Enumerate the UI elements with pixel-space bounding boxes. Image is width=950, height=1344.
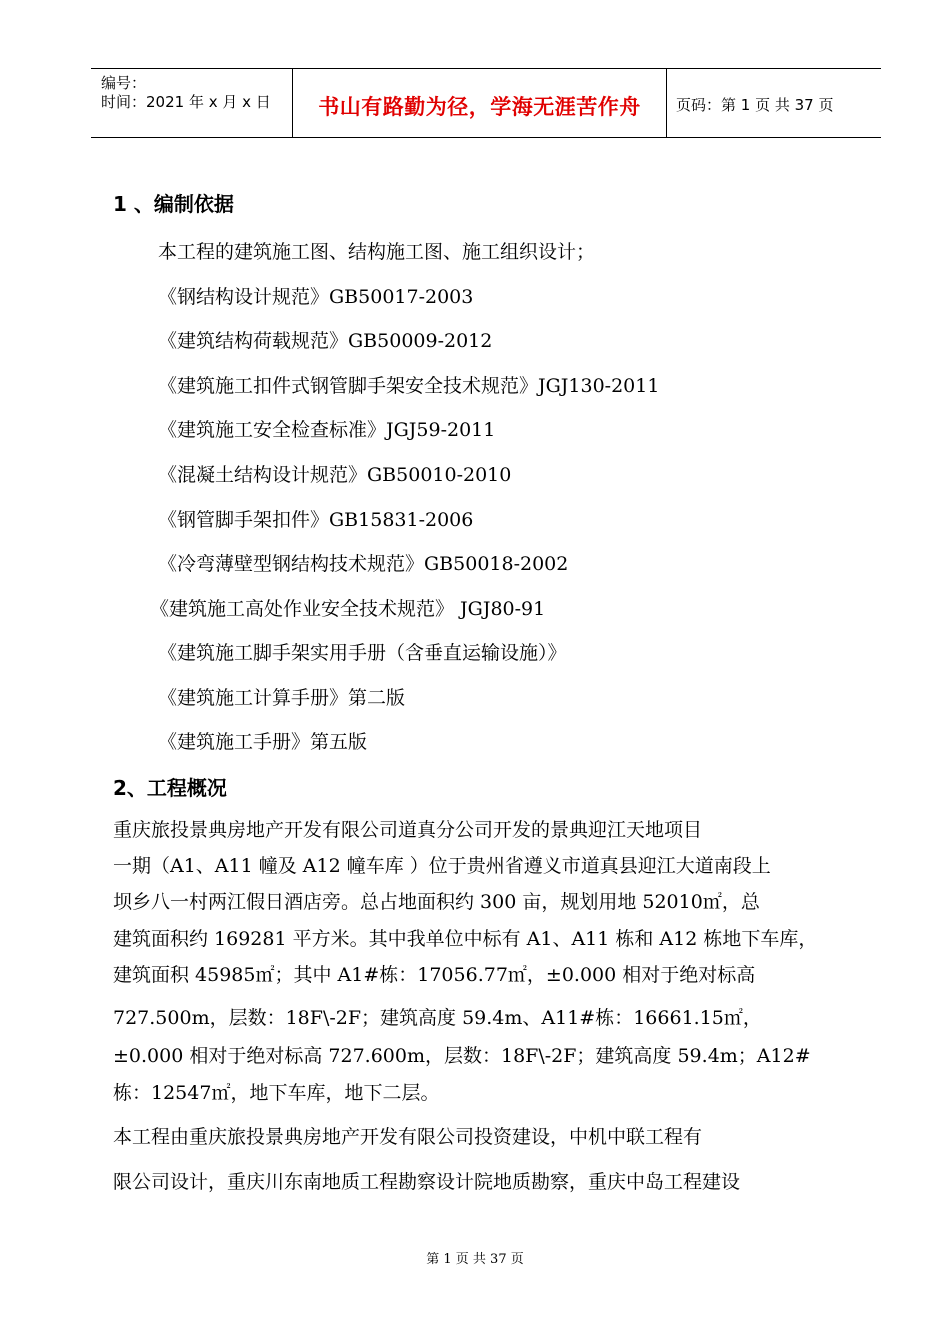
reference-item: 《建筑施工手册》第五版 xyxy=(158,731,368,753)
reference-item: 《钢结构设计规范》GB50017-2003 xyxy=(158,286,474,308)
overview-paragraph-line: 重庆旅投景典房地产开发有限公司道真分公司开发的景典迎江天地项目 xyxy=(113,819,703,841)
reference-item: 本工程的建筑施工图、结构施工图、施工组织设计； xyxy=(158,241,596,263)
reference-item: 《钢管脚手架扣件》GB15831-2006 xyxy=(158,509,474,531)
document-number-label: 编号： xyxy=(101,74,147,92)
overview-paragraph2-line: 本工程由重庆旅投景典房地产开发有限公司投资建设，中机中联工程有 xyxy=(113,1126,703,1148)
overview-paragraph-line: 建筑面积约 169281 平方米。其中我单位中标有 A1、A11 栋和 A12 栋地下车库， xyxy=(113,928,818,950)
overview-paragraph-line: 建筑面积 45985㎡；其中 A1#栋：17056.77㎡，±0.000 相对于绝对标高 xyxy=(113,964,756,986)
reference-item: 《建筑结构荷载规范》GB50009-2012 xyxy=(158,330,493,352)
overview-paragraph-line: 727.500m，层数：18F\-2F；建筑高度 59.4m、A11#栋：16661.15㎡， xyxy=(113,1007,762,1029)
reference-item: 《冷弯薄壁型钢结构技术规范》GB50018-2002 xyxy=(158,553,569,575)
header-right-cell xyxy=(666,69,881,137)
header-motto-cell xyxy=(292,69,667,137)
reference-item: 《建筑施工计算手册》第二版 xyxy=(158,687,406,709)
page-header xyxy=(91,68,881,138)
overview-paragraph-line: 栋：12547㎡，地下车库，地下二层。 xyxy=(113,1082,440,1104)
section-heading-overview: 2、工程概况 xyxy=(113,776,227,800)
reference-item: 《建筑施工扣件式钢管脚手架安全技术规范》JGJ130-2011 xyxy=(158,375,660,397)
reference-item: 《建筑施工脚手架实用手册（含垂直运输设施）》 xyxy=(158,642,567,664)
reference-item: 《建筑施工高处作业安全技术规范》 JGJ80-91 xyxy=(150,598,546,620)
document-time-label: 时间：2021 年 x 月 x 日 xyxy=(101,93,271,111)
overview-paragraph-line: ±0.000 相对于绝对标高 727.600m，层数：18F\-2F；建筑高度 59.4m；A12# xyxy=(113,1045,811,1067)
reference-item: 《建筑施工安全检查标准》JGJ59-2011 xyxy=(158,419,496,441)
reference-item: 《混凝土结构设计规范》GB50010-2010 xyxy=(158,464,512,486)
header-page-info: 页码：第 1 页 共 37 页 xyxy=(676,96,834,114)
overview-paragraph2-line: 限公司设计，重庆川东南地质工程勘察设计院地质勘察，重庆中岛工程建设 xyxy=(113,1171,741,1193)
overview-paragraph-line: 一期（A1、A11 幢及 A12 幢车库 ）位于贵州省遵义市道真县迎江大道南段上 xyxy=(113,855,771,877)
overview-paragraph-line: 坝乡八一村两江假日酒店旁。总占地面积约 300 亩，规划用地 52010㎡，总 xyxy=(113,891,760,913)
section-heading-basis: 1 、编制依据 xyxy=(113,192,234,216)
page-footer: 第 1 页 共 37 页 xyxy=(426,1252,524,1267)
header-motto: 书山有路勤为径，学海无涯苦作舟 xyxy=(318,95,641,119)
header-left-cell xyxy=(91,69,292,137)
